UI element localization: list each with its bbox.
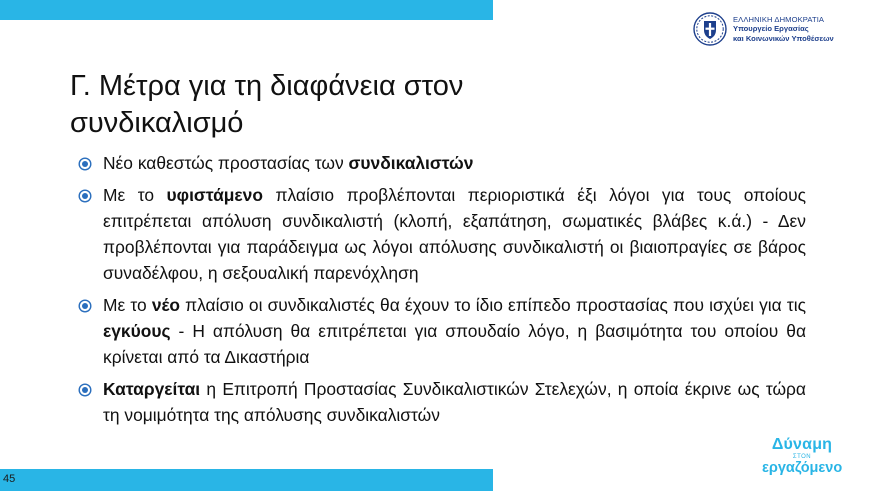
ministry-country: ΕΛΛΗΝΙΚΗ ΔΗΜΟΚΡΑΤΙΑ <box>733 14 825 24</box>
bullet-emphasis: συνδικαλιστών <box>348 153 474 173</box>
bottom-accent-bar <box>0 469 493 491</box>
bullet-text-run: πλαίσιο προβλέπονται περιοριστικά έξι λόγοι για τους οποίους επιτρέπεται απόλυση συνδικαλιστή (κλοπή, εξαπάτηση, σωματικές βλάβες κ.ά.) - Δεν προβλέπονται για παράδειγμα ως λόγοι απόλυσης συνδικαλιστή οι βιαιοπραγίες σε βάρος συναδέλφου, η σεξουαλική παρενόχληση <box>103 185 806 283</box>
bullet-text-run: - Η απόλυση θα επιτρέπεται για σπουδαίο λόγο, η βασιμότητα του οποίου θα κρίνεται από τα Δικαστήρια <box>103 321 806 367</box>
bullet-emphasis: Καταργείται <box>103 379 201 399</box>
campaign-logo-top: Δύναμη <box>771 436 833 453</box>
bullet-emphasis: υφιστάμενο <box>166 185 263 205</box>
campaign-logo-bottom: εργαζόμενο <box>762 460 843 476</box>
greek-state-emblem-icon <box>693 12 727 46</box>
ministry-name-line1: Υπουργείο Εργασίας <box>733 24 809 34</box>
bullet-text <box>103 379 806 425</box>
page-number: 45 <box>3 473 16 485</box>
bullet-text-run: Με το <box>103 295 152 315</box>
bullet-item <box>75 182 806 286</box>
bullet-emphasis: εγκύους <box>103 321 171 341</box>
bullet-text-run: πλαίσιο οι συνδικαλιστές θα έχουν το ίδιο επίπεδο προστασίας που ισχύει για τις <box>179 295 806 315</box>
bullet-text-run: Νέο καθεστώς προστασίας των <box>103 153 349 173</box>
bullet-item <box>75 376 806 428</box>
circle-bullet-icon <box>78 383 92 397</box>
bullet-text <box>103 295 806 367</box>
bullet-text <box>103 185 806 283</box>
circle-bullet-icon <box>78 299 92 313</box>
bullet-list <box>75 150 806 434</box>
ministry-name-line2: και Κοινωνικών Υποθέσεων <box>733 33 834 43</box>
bullet-text-run: η Επιτροπή Προστασίας Συνδικαλιστικών Στελεχών, η οποία έκρινε ως τώρα τη νομιμότητα της απόλυσης συνδικαλιστών <box>103 379 806 425</box>
circle-bullet-icon <box>78 157 92 171</box>
campaign-logo <box>762 437 842 476</box>
bullet-text <box>103 153 473 173</box>
top-accent-bar <box>0 0 493 20</box>
bullet-item <box>75 292 806 370</box>
bullet-text-run: Με το <box>103 185 167 205</box>
ministry-logo <box>693 12 834 46</box>
slide-title: Γ. Μέτρα για τη διαφάνεια στον συνδικαλισμό <box>70 70 464 139</box>
bullet-item <box>75 150 806 176</box>
circle-bullet-icon <box>78 189 92 203</box>
campaign-logo-middle: ΣΤΟΝ <box>792 454 812 460</box>
bullet-emphasis: νέο <box>151 295 180 315</box>
